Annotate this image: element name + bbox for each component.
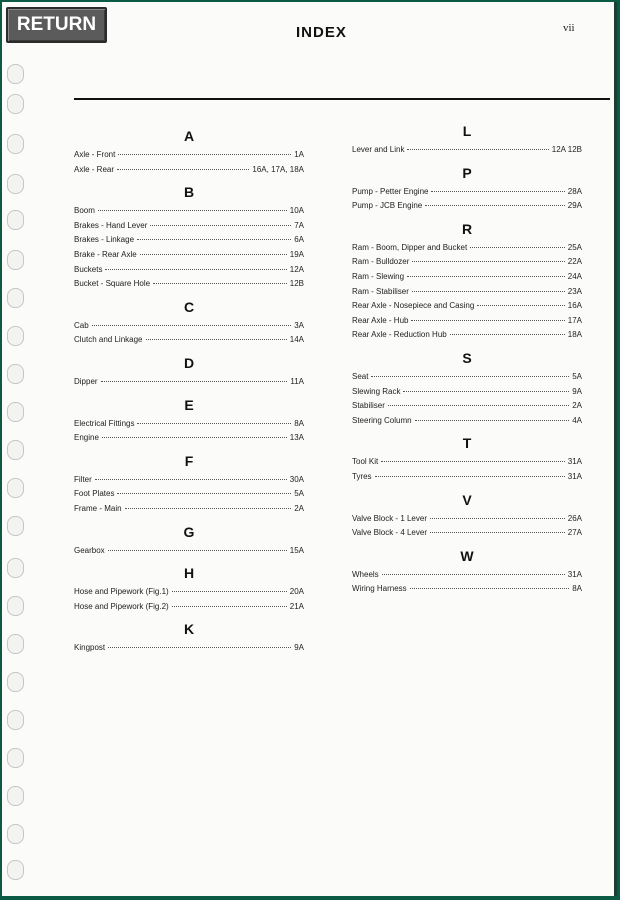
entry-page-ref: 11A: [290, 376, 304, 386]
section-letter: C: [183, 298, 195, 315]
entry-page-ref: 23A: [567, 286, 582, 296]
index-entry[interactable]: [74, 473, 304, 488]
return-button[interactable]: RETURN: [6, 7, 107, 43]
entry-page-ref: 28A: [567, 186, 582, 196]
section-letter: T: [462, 435, 472, 452]
binder-hole: [7, 860, 24, 880]
index-entry[interactable]: [74, 248, 304, 263]
binder-hole: [7, 174, 24, 194]
index-entry[interactable]: [352, 470, 582, 485]
entry-page-ref: 6A: [294, 235, 304, 245]
section-letter: F: [184, 452, 194, 469]
entry-label: Engine: [74, 433, 99, 443]
entry-label: Axle - Rear: [74, 164, 115, 174]
dot-leader: [407, 276, 565, 277]
entry-label: Tool Kit: [352, 457, 379, 467]
index-entry[interactable]: [74, 641, 304, 656]
index-section-s: [352, 350, 582, 428]
binder-hole: [7, 516, 24, 536]
entry-page-ref: 17A: [567, 315, 582, 325]
entry-page-ref: 12A: [289, 264, 304, 274]
entry-label: Stabiliser: [352, 401, 385, 411]
index-entry[interactable]: [352, 526, 582, 541]
index-entry[interactable]: [74, 204, 304, 219]
entry-label: Hose and Pipework (Fig.1): [74, 587, 169, 597]
index-entry[interactable]: [352, 185, 582, 200]
index-entry[interactable]: [352, 270, 582, 285]
entry-label: Ram - Bulldozer: [352, 257, 410, 267]
index-entry[interactable]: [352, 414, 582, 429]
dot-leader: [105, 269, 286, 270]
dot-leader: [470, 247, 565, 248]
dot-leader: [381, 461, 565, 462]
index-page: [2, 2, 617, 896]
index-entry[interactable]: [352, 399, 582, 414]
dot-leader: [117, 493, 291, 494]
section-letter: V: [462, 491, 472, 508]
dot-leader: [410, 588, 570, 589]
entry-page-ref: 31A: [567, 471, 582, 481]
entry-page-ref: 1A: [294, 150, 304, 159]
index-entry[interactable]: [74, 277, 304, 292]
dot-leader: [388, 405, 569, 406]
entry-page-ref: 29A: [567, 201, 582, 211]
binder-hole: [7, 326, 24, 346]
binder-hole: [7, 478, 24, 498]
index-section-g: [74, 524, 304, 559]
dot-leader: [146, 339, 287, 340]
index-section-w: [352, 548, 582, 597]
binder-hole: [7, 596, 24, 616]
section-letter: P: [462, 164, 472, 181]
index-section-l: [352, 123, 582, 158]
entry-label: Steering Column: [352, 415, 412, 425]
index-entry[interactable]: [352, 582, 582, 597]
entry-page-ref: 20A: [289, 587, 304, 597]
entry-label: Kingpost: [74, 643, 106, 653]
entry-page-ref: 22A: [567, 257, 582, 267]
binder-hole: [7, 786, 24, 806]
section-letter: S: [462, 349, 472, 366]
dot-leader: [108, 550, 287, 551]
entry-page-ref: 15A: [289, 545, 304, 555]
dot-leader: [108, 647, 291, 648]
entry-page-ref: 12B: [289, 279, 304, 289]
entry-page-ref: 21A: [289, 601, 304, 611]
entry-page-ref: 5A: [572, 371, 582, 381]
entry-label: Seat: [352, 371, 369, 381]
entry-label: Electrical Fittings: [74, 418, 135, 428]
entry-label: Foot Plates: [74, 489, 115, 499]
entry-label: Tyres: [352, 471, 372, 481]
binder-hole: [7, 94, 24, 114]
entry-page-ref: 8A: [572, 584, 582, 594]
dot-leader: [92, 325, 292, 326]
entry-label: Hose and Pipework (Fig.2): [74, 601, 169, 611]
index-entry[interactable]: [74, 600, 304, 615]
index-section-k: [74, 621, 304, 656]
entry-page-ref: 19A: [289, 249, 304, 259]
dot-leader: [101, 381, 288, 382]
entry-label: Ram - Boom, Dipper and Bucket: [352, 242, 468, 252]
dot-leader: [153, 283, 287, 284]
index-section-f: [74, 453, 304, 517]
index-entry[interactable]: [352, 512, 582, 527]
index-entry[interactable]: [74, 319, 304, 334]
entry-page-ref: 2A: [294, 503, 304, 513]
index-entry[interactable]: [352, 568, 582, 583]
index-section-v: [352, 492, 582, 541]
page-number: vii: [563, 22, 575, 34]
index-entry[interactable]: [352, 285, 582, 300]
binder-hole: [7, 250, 24, 270]
section-letter: B: [183, 184, 195, 201]
dot-leader: [430, 532, 565, 533]
section-letter: A: [183, 128, 195, 144]
entry-label: Pump - Petter Engine: [352, 186, 429, 196]
dot-leader: [403, 391, 569, 392]
index-section-b: [74, 184, 304, 292]
index-entry[interactable]: [74, 148, 304, 163]
entry-page-ref: 8A: [294, 418, 304, 428]
dot-leader: [407, 149, 548, 150]
dot-leader: [415, 420, 570, 421]
entry-label: Dipper: [74, 376, 98, 386]
dot-leader: [102, 437, 287, 438]
dot-leader: [412, 261, 564, 262]
entry-label: Rear Axle - Nosepiece and Casing: [352, 301, 475, 311]
entry-label: Clutch and Linkage: [74, 335, 143, 345]
entry-label: Pump - JCB Engine: [352, 201, 423, 211]
dot-leader: [137, 239, 291, 240]
index-entry[interactable]: [74, 417, 304, 432]
entry-label: Wheels: [352, 569, 379, 579]
index-section-p: [352, 165, 582, 214]
dot-leader: [411, 320, 564, 321]
page-title: INDEX: [296, 24, 347, 41]
binder-hole: [7, 288, 24, 308]
binder-hole: [7, 364, 24, 384]
index-column-left: [74, 128, 304, 656]
entry-label: Brake - Rear Axle: [74, 249, 137, 259]
dot-leader: [425, 205, 565, 206]
entry-label: Gearbox: [74, 545, 105, 555]
binder-hole: [7, 634, 24, 654]
index-entry[interactable]: [352, 199, 582, 214]
index-entry[interactable]: [74, 487, 304, 502]
dot-leader: [118, 154, 291, 155]
entry-label: Lever and Link: [352, 145, 405, 154]
binder-hole: [7, 134, 24, 154]
entry-page-ref: 27A: [567, 528, 582, 538]
index-entry[interactable]: [352, 314, 582, 329]
entry-page-ref: 25A: [567, 242, 582, 252]
index-entry[interactable]: [74, 219, 304, 234]
index-entry[interactable]: [352, 328, 582, 343]
binder-hole: [7, 672, 24, 692]
section-letter: L: [462, 123, 472, 139]
binder-hole: [7, 710, 24, 730]
index-section-a: [74, 128, 304, 177]
index-entry[interactable]: [352, 370, 582, 385]
binder-hole: [7, 210, 24, 230]
dot-leader: [431, 191, 564, 192]
index-entry[interactable]: [74, 163, 304, 178]
dot-leader: [371, 376, 569, 377]
section-letter: E: [184, 396, 194, 413]
entry-label: Brakes - Linkage: [74, 235, 135, 245]
index-section-e: [74, 397, 304, 446]
entry-page-ref: 10A: [289, 206, 304, 216]
dot-leader: [450, 334, 565, 335]
dot-leader: [125, 508, 292, 509]
binder-hole: [7, 440, 24, 460]
index-entry[interactable]: [352, 385, 582, 400]
section-letter: K: [183, 621, 195, 638]
dot-leader: [430, 518, 565, 519]
entry-page-ref: 5A: [294, 489, 304, 499]
entry-label: Buckets: [74, 264, 103, 274]
dot-leader: [172, 606, 287, 607]
index-entry[interactable]: [352, 143, 582, 158]
entry-label: Filter: [74, 474, 92, 484]
binder-holes: [2, 2, 42, 896]
dot-leader: [137, 423, 291, 424]
index-column-right: [352, 123, 582, 597]
entry-page-ref: 13A: [289, 433, 304, 443]
entry-page-ref: 9A: [294, 643, 304, 653]
entry-page-ref: 16A: [567, 301, 582, 311]
index-entry[interactable]: [74, 233, 304, 248]
index-entry[interactable]: [352, 241, 582, 256]
entry-page-ref: 9A: [572, 386, 582, 396]
entry-label: Wiring Harness: [352, 584, 407, 594]
index-entry[interactable]: [352, 255, 582, 270]
index-entry[interactable]: [352, 299, 582, 314]
binder-hole: [7, 64, 24, 84]
section-letter: R: [461, 220, 473, 237]
entry-label: Rear Axle - Reduction Hub: [352, 330, 447, 340]
index-section-h: [74, 565, 304, 614]
index-entry[interactable]: [74, 502, 304, 517]
index-entry[interactable]: [74, 585, 304, 600]
entry-label: Valve Block - 1 Lever: [352, 513, 427, 523]
entry-page-ref: 18A: [567, 330, 582, 340]
entry-page-ref: 16A, 17A, 18A: [252, 164, 304, 174]
dot-leader: [172, 591, 287, 592]
dot-leader: [95, 479, 287, 480]
entry-label: Boom: [74, 206, 95, 216]
entry-page-ref: 4A: [572, 415, 582, 425]
dot-leader: [477, 305, 564, 306]
index-section-d: [74, 355, 304, 390]
index-section-t: [352, 435, 582, 484]
section-letter: W: [460, 547, 474, 564]
entry-label: Valve Block - 4 Lever: [352, 528, 427, 538]
index-entry[interactable]: [74, 263, 304, 278]
index-section-c: [74, 299, 304, 348]
section-letter: H: [183, 565, 195, 582]
entry-label: Bucket - Square Hole: [74, 279, 151, 289]
entry-page-ref: 3A: [294, 320, 304, 330]
entry-page-ref: 14A: [289, 335, 304, 345]
dot-leader: [382, 574, 565, 575]
binder-hole: [7, 748, 24, 768]
entry-label: Ram - Slewing: [352, 271, 405, 281]
dot-leader: [98, 210, 287, 211]
entry-label: Axle - Front: [74, 150, 116, 159]
binder-hole: [7, 824, 24, 844]
entry-label: Brakes - Hand Lever: [74, 220, 148, 230]
dot-leader: [150, 225, 291, 226]
section-letter: D: [183, 354, 195, 371]
index-entry[interactable]: [74, 431, 304, 446]
index-entry[interactable]: [74, 375, 304, 390]
header-rule: [74, 98, 610, 100]
dot-leader: [140, 254, 287, 255]
entry-label: Slewing Rack: [352, 386, 401, 396]
binder-hole: [7, 402, 24, 422]
entry-page-ref: 26A: [567, 513, 582, 523]
dot-leader: [375, 476, 565, 477]
entry-page-ref: 24A: [567, 271, 582, 281]
index-entry[interactable]: [74, 544, 304, 559]
entry-label: Rear Axle - Hub: [352, 315, 409, 325]
entry-label: Cab: [74, 320, 89, 330]
entry-page-ref: 12A 12B: [551, 145, 582, 154]
dot-leader: [117, 169, 249, 170]
entry-page-ref: 30A: [289, 474, 304, 484]
entry-label: Ram - Stabiliser: [352, 286, 409, 296]
section-letter: G: [183, 523, 195, 540]
index-entry[interactable]: [352, 455, 582, 470]
dot-leader: [412, 291, 565, 292]
entry-page-ref: 31A: [567, 457, 582, 467]
entry-page-ref: 2A: [572, 401, 582, 411]
entry-label: Frame - Main: [74, 503, 122, 513]
entry-page-ref: 7A: [294, 220, 304, 230]
entry-page-ref: 31A: [567, 569, 582, 579]
index-section-r: [352, 221, 582, 343]
index-entry[interactable]: [74, 333, 304, 348]
binder-hole: [7, 558, 24, 578]
